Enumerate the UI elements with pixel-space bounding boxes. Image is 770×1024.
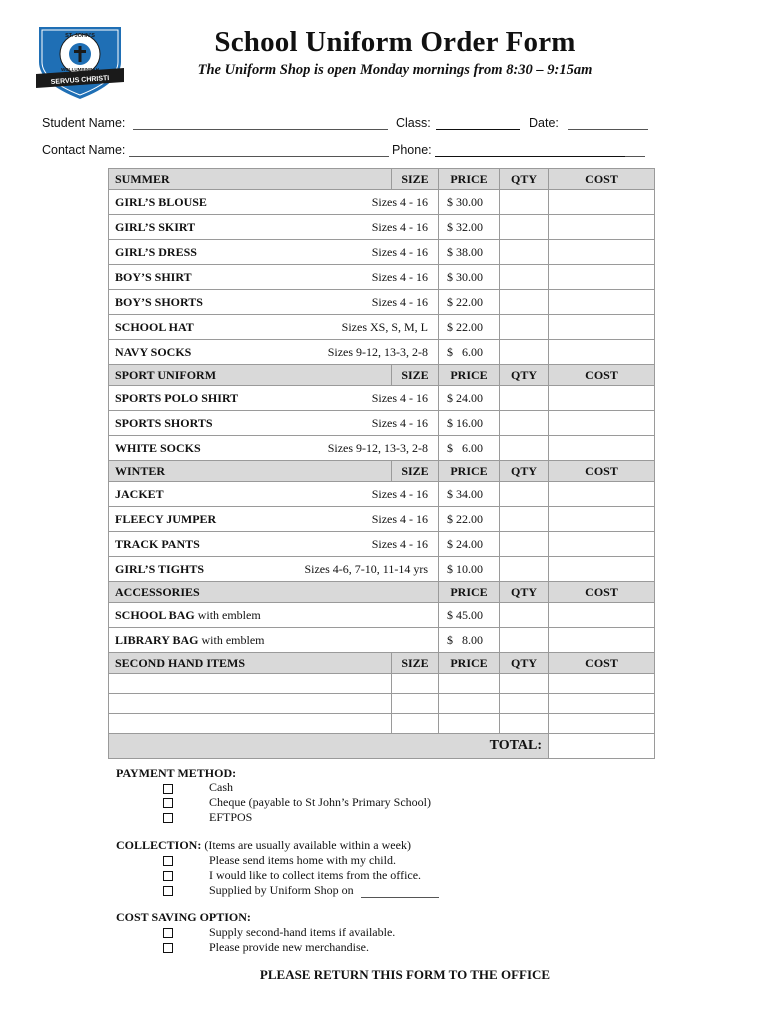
section-header-winter [109,461,655,482]
payment-title: PAYMENT METHOD: [116,766,237,780]
cost-header: COST [549,582,655,603]
total-label: TOTAL: [109,734,549,759]
item-cell[interactable] [109,714,392,734]
new-merchandise-checkbox[interactable] [163,943,173,953]
qty-cell[interactable] [500,436,549,461]
order-table [108,168,655,759]
cost-option-second-hand: Supply second-hand items if available. [209,925,396,939]
item-sizes: Sizes 4 - 16 [259,190,439,215]
item-sizes: Sizes 4 - 16 [259,215,439,240]
date-row [529,116,648,130]
phone-label: Phone: [392,143,432,157]
qty-cell[interactable] [500,628,549,653]
class-field[interactable] [436,117,520,130]
blank-row [109,694,655,714]
cost-cell[interactable] [549,265,655,290]
cost-cell[interactable] [549,436,655,461]
item-name: SPORTS POLO SHIRT [109,386,259,411]
qty-cell[interactable] [500,674,549,694]
item-name: FLEECY JUMPER [109,507,259,532]
table-row [109,240,655,265]
item-sizes: Sizes 4 - 16 [259,482,439,507]
qty-cell[interactable] [500,215,549,240]
cost-cell[interactable] [549,714,655,734]
cost-option-new: Please provide new merchandise. [209,940,369,954]
qty-header: QTY [500,653,549,674]
item-price: $ 16.00 [439,411,500,436]
cost-cell[interactable] [549,215,655,240]
collection-option-send-home: Please send items home with my child. [209,853,396,867]
table-row [109,315,655,340]
send-home-checkbox[interactable] [163,856,173,866]
item-name: BOY’S SHIRT [109,265,259,290]
table-row [109,482,655,507]
cost-cell[interactable] [549,557,655,582]
qty-header: QTY [500,365,549,386]
collection-note: (Items are usually available within a week) [201,838,411,852]
qty-cell[interactable] [500,532,549,557]
item-name: SPORTS SHORTS [109,411,259,436]
item-price: $ 22.00 [439,315,500,340]
item-name [109,603,439,628]
cost-saving-title: COST SAVING OPTION: [116,910,251,924]
logo-top-text: ST. JOHN'S [65,33,95,39]
payment-option-cheque: Cheque (payable to St John’s Primary School) [209,795,431,809]
page-subtitle: The Uniform Shop is open Monday mornings from 8:30 – 9:15am [197,62,593,78]
item-name: GIRL’S BLOUSE [109,190,259,215]
return-instruction: PLEASE RETURN THIS FORM TO THE OFFICE [259,967,551,982]
qty-cell[interactable] [500,265,549,290]
blank-row [109,714,655,734]
qty-cell[interactable] [500,340,549,365]
item-name: GIRL’S DRESS [109,240,259,265]
item-sizes: Sizes 4 - 16 [259,532,439,557]
item-sizes: Sizes 4 - 16 [259,507,439,532]
school-logo [30,22,130,102]
qty-cell[interactable] [500,482,549,507]
payment-option-cash: Cash [209,780,233,794]
second-hand-checkbox[interactable] [163,928,173,938]
section-title: SECOND HAND ITEMS [109,653,392,674]
cost-header: COST [549,461,655,482]
cost-cell[interactable] [549,386,655,411]
qty-cell[interactable] [500,315,549,340]
qty-cell[interactable] [500,240,549,265]
item-price: $ 24.00 [439,386,500,411]
collection-option-shop: Supplied by Uniform Shop on [209,883,354,897]
item-suffix: with emblem [198,632,265,647]
contact-name-label: Contact Name: [42,143,126,157]
section-title: SPORT UNIFORM [109,365,392,386]
item-name: BOY’S SHORTS [109,290,259,315]
item-sizes: Sizes 4 - 16 [259,265,439,290]
price-cell[interactable] [439,714,500,734]
qty-cell[interactable] [500,714,549,734]
item-sizes: Sizes 9-12, 13-3, 2-8 [259,340,439,365]
item-price: $ 10.00 [439,557,500,582]
table-row [109,265,655,290]
item-name: WHITE SOCKS [109,436,259,461]
size-header: SIZE [392,653,439,674]
price-header: PRICE [439,169,500,190]
size-cell[interactable] [392,714,439,734]
price-header: PRICE [439,582,500,603]
cost-header: COST [549,169,655,190]
item-price: $ 30.00 [439,265,500,290]
phone-row [392,143,645,157]
price-cell[interactable] [439,694,500,714]
size-cell[interactable] [392,694,439,714]
table-row [109,190,655,215]
item-price: $ 30.00 [439,190,500,215]
item-name: NAVY SOCKS [109,340,259,365]
item-price: $ 8.00 [439,628,500,653]
item-sizes: Sizes 4 - 16 [259,411,439,436]
item-price: $ 34.00 [439,482,500,507]
qty-header: QTY [500,461,549,482]
student-name-row [42,116,388,130]
qty-cell[interactable] [500,411,549,436]
cost-cell[interactable] [549,507,655,532]
table-row [109,215,655,240]
section-title: ACCESSORIES [109,582,439,603]
item-suffix: with emblem [194,607,261,622]
table-row [109,290,655,315]
logo-banner-text: SERVUS CHRISTI [50,74,110,87]
price-header: PRICE [439,653,500,674]
section-header-second-hand [109,653,655,674]
table-row [109,603,655,628]
cost-cell[interactable] [549,603,655,628]
collect-office-checkbox[interactable] [163,871,173,881]
collection-option-shop-row [209,883,439,898]
cheque-checkbox[interactable] [163,798,173,808]
item-name: GIRL’S TIGHTS [109,557,259,582]
item-price: $ 45.00 [439,603,500,628]
qty-cell[interactable] [500,386,549,411]
table-row [109,507,655,532]
cost-cell[interactable] [549,190,655,215]
phone-field-tail [625,144,645,157]
cost-header: COST [549,653,655,674]
date-field[interactable] [568,117,648,130]
section-title: WINTER [109,461,392,482]
item-price: $ 38.00 [439,240,500,265]
item-cell[interactable] [109,674,392,694]
item-price: $ 22.00 [439,507,500,532]
size-header: SIZE [392,461,439,482]
cost-cell[interactable] [549,290,655,315]
size-header: SIZE [392,365,439,386]
cost-cell[interactable] [549,240,655,265]
qty-cell[interactable] [500,694,549,714]
table-row [109,436,655,461]
collection-title: COLLECTION: [116,838,202,852]
total-row [109,734,655,759]
item-price: $ 32.00 [439,215,500,240]
item-price: $ 22.00 [439,290,500,315]
phone-field[interactable] [435,144,625,157]
item-price: $ 6.00 [439,340,500,365]
cost-cell[interactable] [549,628,655,653]
item-sizes: Sizes 9-12, 13-3, 2-8 [259,436,439,461]
table-row [109,557,655,582]
qty-header: QTY [500,582,549,603]
item-price: $ 6.00 [439,436,500,461]
table-row [109,386,655,411]
item-sizes: Sizes 4-6, 7-10, 11-14 yrs [259,557,439,582]
item-name: JACKET [109,482,259,507]
table-row [109,628,655,653]
section-title: SUMMER [109,169,392,190]
payment-option-eftpos: EFTPOS [209,810,253,824]
page-title: School Uniform Order Form [214,26,576,58]
qty-header: QTY [500,169,549,190]
item-sizes: Sizes 4 - 16 [259,240,439,265]
eftpos-checkbox[interactable] [163,813,173,823]
cost-header: COST [549,365,655,386]
cost-cell[interactable] [549,674,655,694]
item-name: GIRL’S SKIRT [109,215,259,240]
cost-cell[interactable] [549,482,655,507]
student-name-field[interactable] [133,117,388,130]
item-name: TRACK PANTS [109,532,259,557]
cost-cell[interactable] [549,694,655,714]
qty-cell[interactable] [500,557,549,582]
contact-name-field[interactable] [129,144,389,157]
qty-cell[interactable] [500,190,549,215]
section-header-accessories [109,582,655,603]
cost-cell[interactable] [549,411,655,436]
qty-cell[interactable] [500,507,549,532]
item-name-text: SCHOOL BAG [115,607,195,622]
logo-side-text: WOLLUMBINBAH [61,67,99,72]
item-sizes: Sizes XS, S, M, L [259,315,439,340]
table-row [109,411,655,436]
item-price: $ 24.00 [439,532,500,557]
price-header: PRICE [439,365,500,386]
cost-cell[interactable] [549,315,655,340]
item-name: SCHOOL HAT [109,315,259,340]
table-row [109,532,655,557]
item-name-text: LIBRARY BAG [115,632,199,647]
size-cell[interactable] [392,674,439,694]
shop-date-field[interactable] [361,885,439,898]
section-header-summer [109,169,655,190]
date-label: Date: [529,116,559,130]
item-sizes: Sizes 4 - 16 [259,290,439,315]
class-label: Class: [396,116,431,130]
item-name [109,628,439,653]
uniform-shop-checkbox[interactable] [163,886,173,896]
table-row [109,340,655,365]
cost-cell[interactable] [549,532,655,557]
class-row [396,116,520,130]
item-sizes: Sizes 4 - 16 [259,386,439,411]
qty-cell[interactable] [500,290,549,315]
student-name-label: Student Name: [42,116,126,130]
blank-row [109,674,655,694]
collection-option-office: I would like to collect items from the office. [209,868,422,882]
section-header-sport [109,365,655,386]
qty-cell[interactable] [500,603,549,628]
item-cell[interactable] [109,694,392,714]
cash-checkbox[interactable] [163,784,173,794]
contact-name-row [42,143,389,157]
cost-cell[interactable] [549,340,655,365]
total-cell[interactable] [549,734,655,759]
size-header: SIZE [392,169,439,190]
collection-heading [116,838,411,853]
price-header: PRICE [439,461,500,482]
price-cell[interactable] [439,674,500,694]
